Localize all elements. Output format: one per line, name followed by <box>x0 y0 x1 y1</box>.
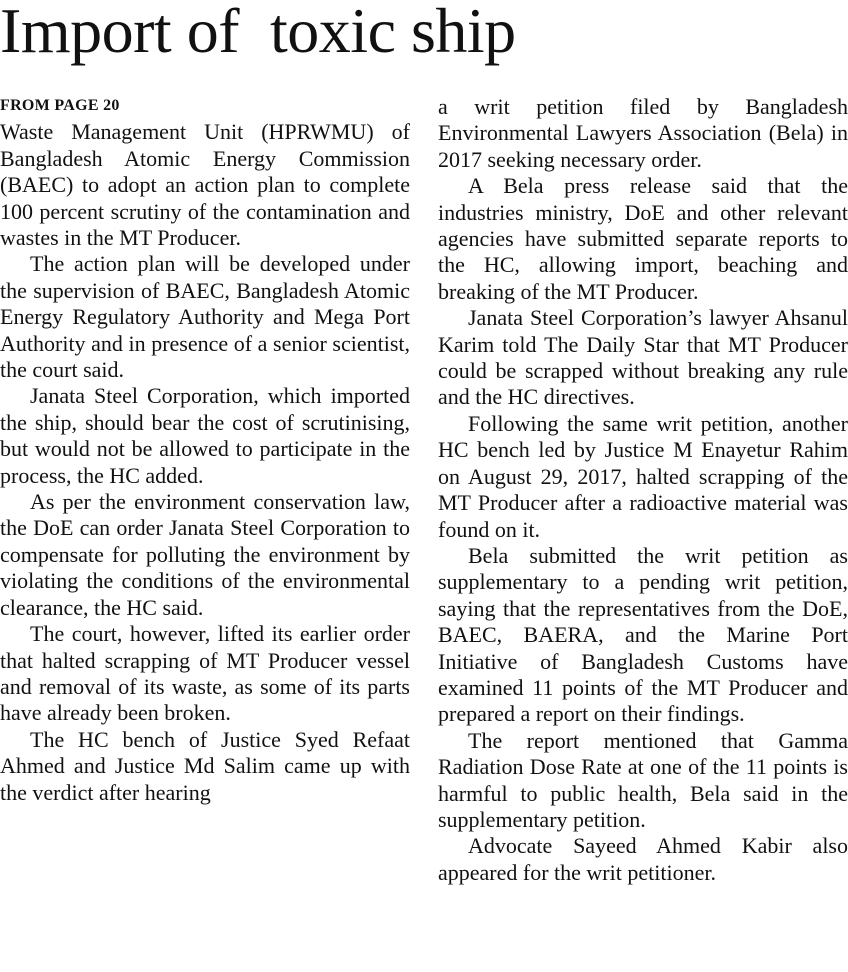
paragraph: The HC bench of Justice Syed Refaat Ahmed and Justice Md Salim came up with the verdict after hearing <box>0 726 410 805</box>
paragraph: a writ petition filed by Bangladesh Environmental Lawyers Association (Bela) in 2017 seeking necessary order. <box>438 94 848 172</box>
paragraph: As per the environment conservation law, the DoE can order Janata Steel Corporation to compensate for polluting the environment by violating the conditions of the environmental clearance, the HC said. <box>0 489 410 620</box>
paragraph: The report mentioned that Gamma Radiation Dose Rate at one of the 11 points is harmful to public health, Bela said in the supplementary petition. <box>438 727 848 832</box>
paragraph: A Bela press release said that the industries ministry, DoE and other relevant agencies have submitted separate reports to the HC, allowing import, beaching and breaking of the MT Producer. <box>438 173 848 304</box>
paragraph: Following the same writ petition, another HC bench led by Justice M Enayetur Rahim on August 29, 2017, halted scrapping of the MT Producer after a radioactive material was found on it. <box>438 410 848 542</box>
article-column-left <box>0 93 410 806</box>
article-column-right <box>438 94 848 886</box>
paragraph: The court, however, lifted its earlier order that halted scrapping of MT Producer vessel and removal of its waste, as some of its parts have already been broken. <box>0 621 410 726</box>
paragraph: Bela submitted the writ petition as supplementary to a pending writ petition, saying that the representatives from the DoE, BAEC, BAERA, and the Marine Port Initiative of Bangladesh Customs have examined 11 points of the MT Producer and prepared a report on their findings. <box>438 542 848 727</box>
paragraph: Advocate Sayeed Ahmed Kabir also appeared for the writ petitioner. <box>438 833 848 885</box>
paragraph: The action plan will be developed under the supervision of BAEC, Bangladesh Atomic Energy Regulatory Authority and Mega Port Authority and in presence of a senior scientist, the court said. <box>0 251 410 383</box>
paragraph: Waste Management Unit (HPRWMU) of Bangladesh Atomic Energy Commission (BAEC) to adopt an action plan to complete 100 percent scrutiny of the contamination and wastes in the MT Producer. <box>0 119 410 251</box>
continuation-label: FROM PAGE 20 <box>0 97 120 114</box>
paragraph: Janata Steel Corporation, which imported the ship, should bear the cost of scrutinising, but would not be allowed to participate in the process, the HC added. <box>0 383 410 488</box>
paragraph: Janata Steel Corporation’s lawyer Ahsanul Karim told The Daily Star that MT Producer could be scrapped without breaking any rule and the HC directives. <box>438 305 848 410</box>
headline: Import of toxic ship <box>0 0 516 66</box>
